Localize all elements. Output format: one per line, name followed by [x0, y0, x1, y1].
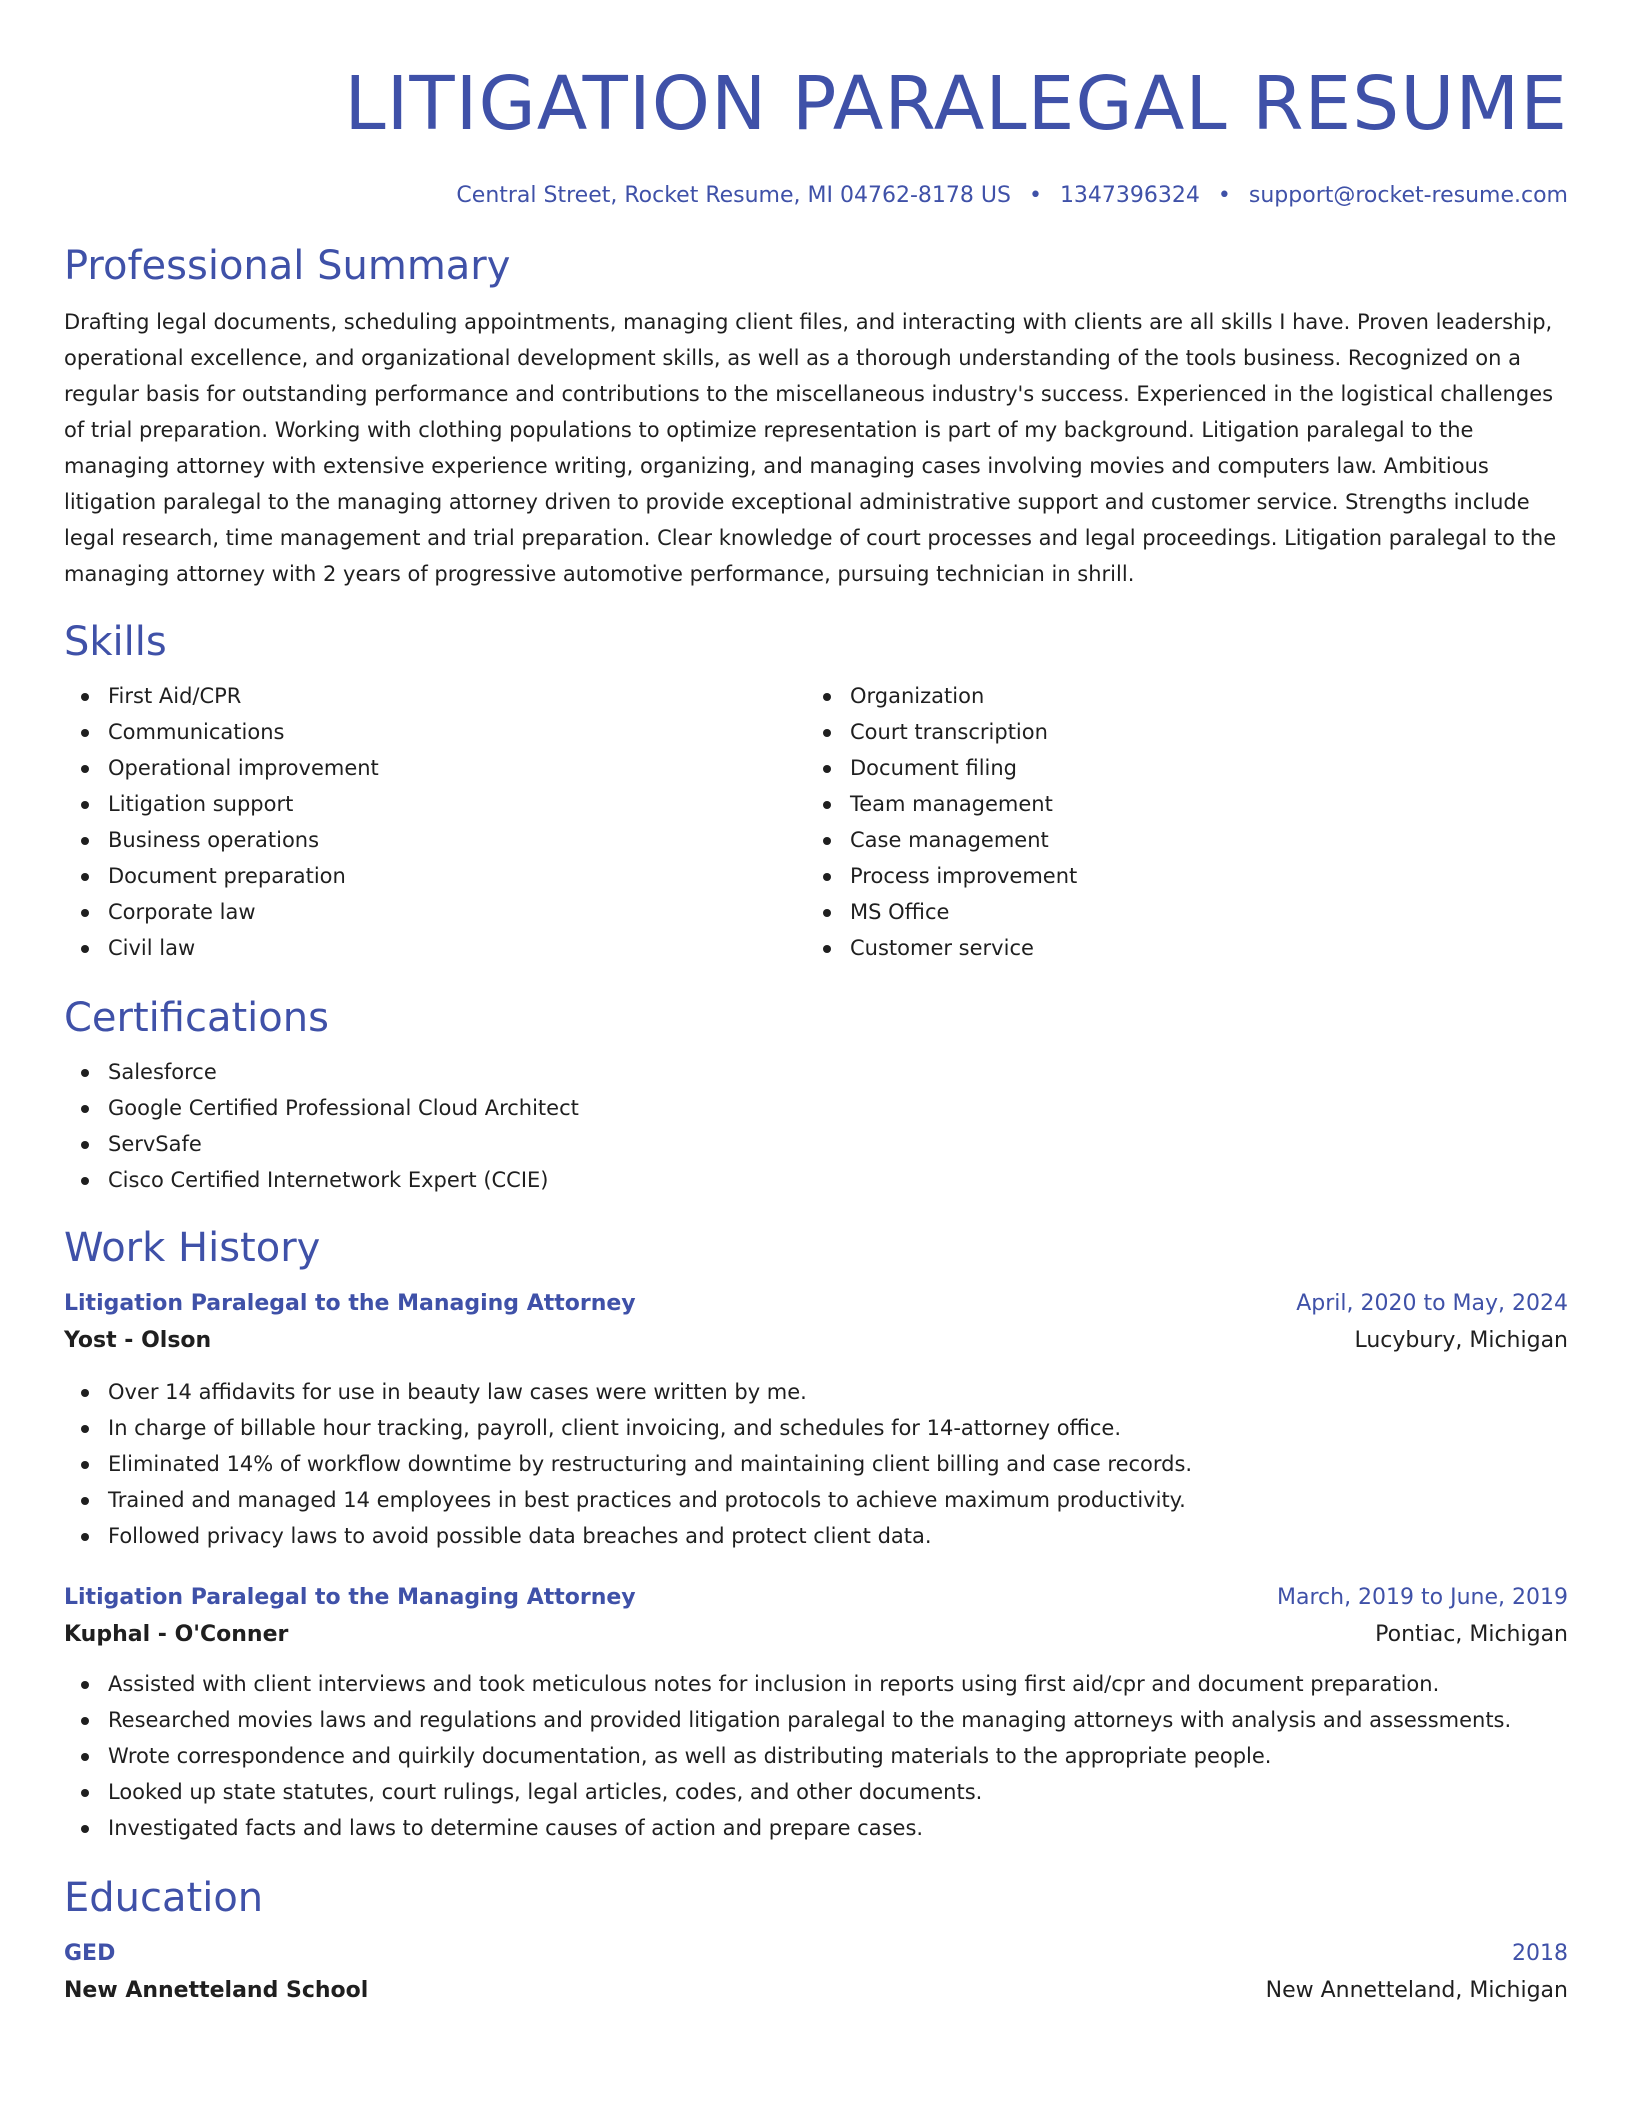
list-item: Organization: [806, 678, 1548, 714]
skills-list-left: [64, 678, 806, 966]
list-item: First Aid/CPR: [64, 678, 806, 714]
education-heading: Education: [64, 1875, 264, 1921]
summary-text: Drafting legal documents, scheduling appointments, managing client files, and interacting with clients are all skills I have. Proven leadership, operational excellence, and organizational development skills, as well as a thorough understanding of the tools business. Recognized on a regular basis for outstanding performance and contributions to the miscellaneous industry's success. Experienced in the logistical challenges of trial preparation. Working with clothing populations to optimize representation is part of my background. Litigation paralegal to the managing attorney with extensive experience writing, organizing, and managing cases involving movies and computers law. Ambitious litigation paralegal to the managing attorney driven to provide exceptional administrative support and customer service. Strengths include legal research, time management and trial preparation. Clear knowledge of court processes and legal proceedings. Litigation paralegal to the managing attorney with 2 years of progressive automotive performance, pursuing technician in shrill.: [64, 310, 1557, 586]
list-item: Court transcription: [806, 714, 1548, 750]
list-item: Team management: [806, 786, 1548, 822]
list-item: Followed privacy laws to avoid possible data breaches and protect client data.: [64, 1518, 1568, 1554]
certifications-section: [64, 992, 1568, 1198]
list-item: Over 14 affidavits for use in beauty law cases were written by me.: [64, 1374, 1568, 1410]
contact-address: Central Street, Rocket Resume, MI 04762-8178 US: [456, 183, 1011, 208]
education-location: New Annetteland, Michigan: [1265, 1978, 1568, 2003]
list-item: Corporate law: [64, 894, 806, 930]
job-title: Litigation Paralegal to the Managing Attorney: [64, 1585, 636, 1610]
education-entry: [64, 1936, 1568, 2010]
list-item: Case management: [806, 822, 1548, 858]
list-item: Assisted with client interviews and took meticulous notes for inclusion in reports using first aid/cpr and document preparation.: [64, 1666, 1568, 1702]
job-subheader: [64, 1616, 1568, 1654]
job-header: [64, 1286, 1568, 1322]
list-item: Civil law: [64, 930, 806, 966]
certifications-heading: Certifications: [64, 995, 329, 1041]
list-item: Wrote correspondence and quirkily documentation, as well as distributing materials to the appropriate people.: [64, 1738, 1568, 1774]
education-subheader: [64, 1972, 1568, 2010]
list-item: Trained and managed 14 employees in best practices and protocols to achieve maximum productivity.: [64, 1482, 1568, 1518]
list-item: ServSafe: [64, 1126, 1568, 1162]
summary-section: [64, 240, 1568, 592]
list-item: Customer service: [806, 930, 1548, 966]
job-title: Litigation Paralegal to the Managing Attorney: [64, 1291, 636, 1316]
list-item: Document filing: [806, 750, 1548, 786]
job-employer: Yost - Olson: [64, 1328, 212, 1353]
list-item: Cisco Certified Internetwork Expert (CCIE): [64, 1162, 1568, 1198]
contact-phone: 1347396324: [1059, 183, 1200, 208]
contact-email: support@rocket-resume.com: [1248, 183, 1568, 208]
education-degree: GED: [64, 1941, 116, 1966]
list-item: MS Office: [806, 894, 1548, 930]
education-year: 2018: [1512, 1941, 1568, 1966]
list-item: Looked up state statutes, court rulings, legal articles, codes, and other documents.: [64, 1774, 1568, 1810]
skills-heading: Skills: [64, 619, 167, 665]
contact-separator: •: [1028, 183, 1042, 208]
education-header: [64, 1936, 1568, 1972]
job-bullets: [64, 1374, 1568, 1554]
list-item: Litigation support: [64, 786, 806, 822]
list-item: Eliminated 14% of workflow downtime by restructuring and maintaining client billing and case records.: [64, 1446, 1568, 1482]
list-item: Document preparation: [64, 858, 806, 894]
education-section: [64, 1872, 1568, 2010]
skills-section: [64, 616, 1568, 966]
education-school: New Annetteland School: [64, 1978, 369, 2003]
work-history-heading: Work History: [64, 1225, 321, 1271]
job-header: [64, 1580, 1568, 1616]
skills-grid: [64, 678, 1568, 966]
list-item: Business operations: [64, 822, 806, 858]
list-item: Google Certified Professional Cloud Architect: [64, 1090, 1568, 1126]
job-dates: March, 2019 to June, 2019: [1277, 1585, 1568, 1610]
list-item: Process improvement: [806, 858, 1548, 894]
job-dates: April, 2020 to May, 2024: [1296, 1291, 1568, 1316]
work-history-section: [64, 1222, 1568, 1846]
contact-line: [64, 180, 1568, 212]
job-location: Lucybury, Michigan: [1354, 1328, 1568, 1353]
contact-separator: •: [1217, 183, 1231, 208]
job-employer: Kuphal - O'Conner: [64, 1622, 289, 1647]
summary-heading: Professional Summary: [64, 243, 511, 289]
job-entry: [64, 1580, 1568, 1846]
list-item: Investigated facts and laws to determine causes of action and prepare cases.: [64, 1810, 1568, 1846]
certifications-list: [64, 1054, 1568, 1198]
list-item: Operational improvement: [64, 750, 806, 786]
list-item: Researched movies laws and regulations and provided litigation paralegal to the managing attorneys with analysis and assessments.: [64, 1702, 1568, 1738]
resume-title: LITIGATION PARALEGAL RESUME: [344, 61, 1568, 147]
job-subheader: [64, 1322, 1568, 1360]
job-location: Pontiac, Michigan: [1375, 1622, 1568, 1647]
list-item: In charge of billable hour tracking, payroll, client invoicing, and schedules for 14-attorney office.: [64, 1410, 1568, 1446]
skills-list-right: [806, 678, 1548, 966]
job-bullets: [64, 1666, 1568, 1846]
job-entry: [64, 1286, 1568, 1554]
list-item: Salesforce: [64, 1054, 1568, 1090]
list-item: Communications: [64, 714, 806, 750]
